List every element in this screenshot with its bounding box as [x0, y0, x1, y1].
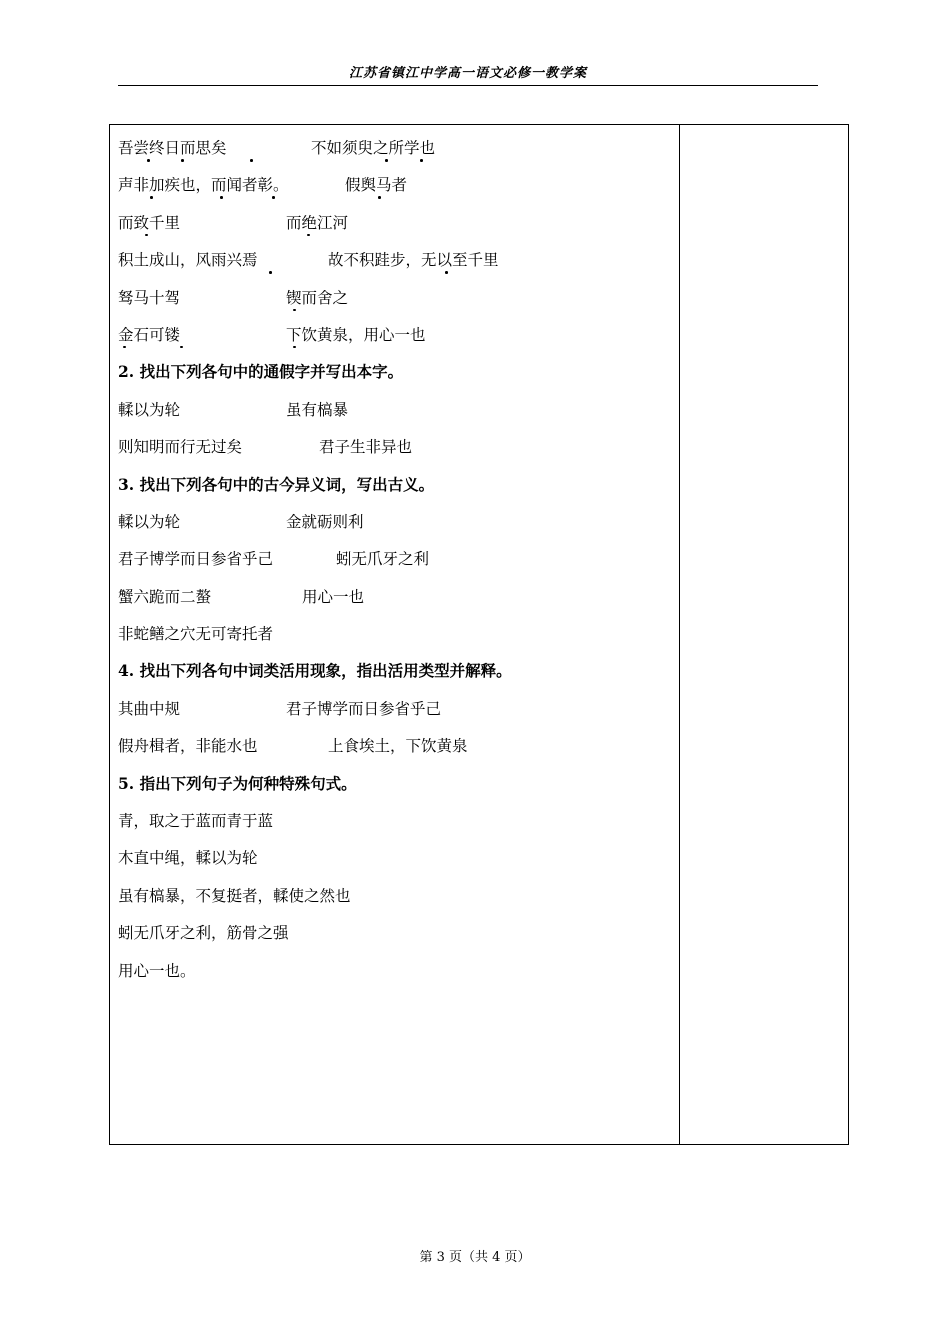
exercise-content	[118, 133, 673, 993]
sentence-right: 君子生非异也	[319, 438, 413, 457]
sentence-right: 下饮黄泉，用心一也	[286, 325, 426, 344]
sentence-right: 不如须臾之所学也	[311, 139, 436, 157]
sentence-right: 上食埃土，下饮黄泉	[328, 737, 468, 756]
exercise-line	[118, 956, 673, 993]
emphasis-dot	[181, 159, 184, 162]
sentence-left: 积土成山，风雨兴焉	[118, 251, 258, 270]
exercise-line	[118, 918, 673, 955]
exercise-line	[118, 806, 673, 843]
exercise-heading	[118, 769, 673, 806]
sentence-right: 而绝江河	[286, 213, 349, 232]
exercise-line	[118, 619, 673, 656]
emphasis-dot	[145, 234, 148, 237]
sentence-left: 輮以为轮	[118, 400, 181, 419]
sentence-left: 其曲中规	[118, 699, 181, 718]
exercise-line	[118, 133, 673, 170]
emphasis-dot	[293, 346, 296, 349]
page-header-title: 江苏省镇江中学高一语文必修一教学案	[348, 66, 587, 81]
lesson-table	[109, 124, 849, 1145]
sentence-left: 用心一也。	[118, 961, 196, 980]
sentence-left: 4. 找出下列各句中词类活用现象，指出活用类型并解释。	[118, 661, 512, 681]
exercise-heading	[118, 357, 673, 394]
emphasis-dot	[123, 346, 126, 349]
exercise-line	[118, 731, 673, 768]
emphasis-dots	[118, 234, 673, 240]
exercise-line	[118, 881, 673, 918]
emphasis-dot	[385, 159, 388, 162]
exercise-line	[118, 283, 673, 320]
emphasis-dot	[180, 346, 183, 349]
sentence-left: 君子博学而日参省乎己	[118, 550, 274, 569]
exercise-line	[118, 245, 673, 282]
sentence-left: 则知明而行无过矣	[118, 438, 243, 457]
emphasis-dot	[250, 159, 253, 162]
page-footer: 第 3 页（共 4 页）	[419, 1250, 531, 1265]
emphasis-dot	[378, 196, 381, 199]
emphasis-dot	[445, 271, 448, 274]
emphasis-dots	[118, 346, 673, 352]
sentence-right: 蚓无爪牙之利	[336, 550, 430, 569]
exercise-line	[118, 432, 673, 469]
sentence-right: 锲而舍之	[286, 288, 349, 307]
sentence-left: 虽有槁暴，不复挺者，輮使之然也	[118, 886, 351, 905]
emphasis-dot	[269, 271, 272, 274]
sentence-left: 吾尝终日而思矣	[118, 139, 227, 157]
exercise-line	[118, 507, 673, 544]
exercise-line	[118, 582, 673, 619]
sentence-right: 假舆马者	[345, 176, 408, 195]
exercise-heading	[118, 656, 673, 693]
sentence-left: 非蛇鳝之穴无可寄托者	[118, 625, 274, 644]
exercise-line	[118, 170, 673, 207]
header-rule	[118, 85, 818, 86]
emphasis-dot	[220, 196, 223, 199]
exercise-heading	[118, 470, 673, 507]
sentence-left: 3. 找出下列各句中的古今异义词，写出古义。	[118, 474, 435, 494]
exercise-line	[118, 208, 673, 245]
emphasis-dots	[118, 159, 673, 165]
emphasis-dot	[147, 159, 150, 162]
sentence-left: 金石可镂	[118, 325, 181, 344]
emphasis-dot	[272, 196, 275, 199]
sentence-left: 蚓无爪牙之利，筋骨之强	[118, 924, 289, 943]
emphasis-dot	[293, 309, 296, 312]
sentence-left: 蟹六跪而二螯	[118, 587, 212, 606]
sentence-left: 驽马十驾	[118, 288, 181, 307]
sentence-right: 故不积跬步，无以至千里	[328, 251, 499, 270]
emphasis-dots	[118, 196, 673, 202]
sentence-left: 輮以为轮	[118, 512, 181, 531]
sentence-left: 青，取之于蓝而青于蓝	[118, 812, 274, 831]
column-divider	[679, 125, 680, 1144]
emphasis-dots	[118, 271, 673, 277]
sentence-left: 木直中绳，輮以为轮	[118, 849, 258, 868]
sentence-left: 5. 指出下列句子为何种特殊句式。	[118, 773, 357, 793]
sentence-left: 声非加疾也，而闻者彰。	[118, 176, 289, 195]
exercise-line	[118, 843, 673, 880]
sentence-right: 金就砺则利	[286, 512, 364, 531]
emphasis-dot	[150, 196, 153, 199]
exercise-line	[118, 694, 673, 731]
emphasis-dots	[118, 309, 673, 315]
sentence-right: 君子博学而日参省乎己	[286, 699, 442, 718]
emphasis-dot	[307, 234, 310, 237]
sentence-right: 虽有槁暴	[286, 400, 349, 419]
sentence-left: 2. 找出下列各句中的通假字并写出本字。	[118, 362, 404, 382]
exercise-line	[118, 544, 673, 581]
emphasis-dot	[420, 159, 423, 162]
sentence-right: 用心一也	[302, 587, 365, 606]
sentence-left: 而致千里	[118, 213, 181, 232]
exercise-line	[118, 320, 673, 357]
sentence-left: 假舟楫者，非能水也	[118, 737, 258, 756]
exercise-line	[118, 395, 673, 432]
